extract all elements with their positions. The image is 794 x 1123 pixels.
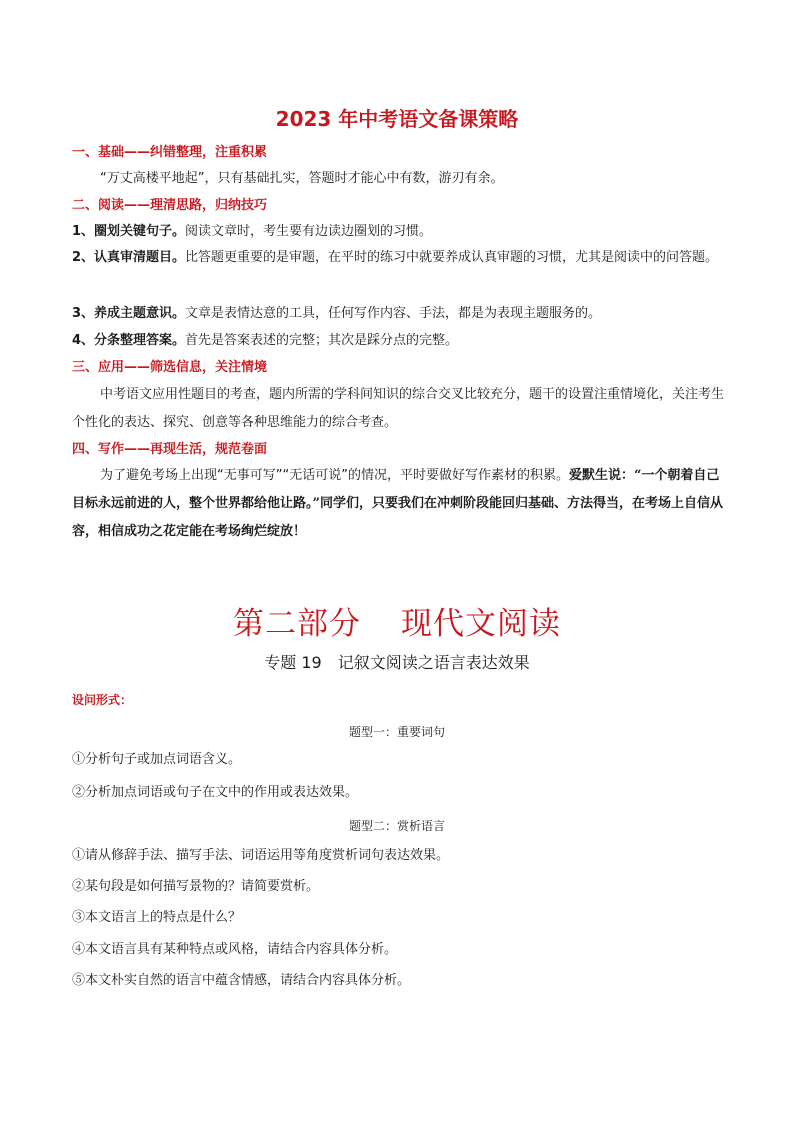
reading-item (72, 218, 724, 246)
topic-title: 专题 19 记叙文阅读之语言表达效果 (264, 653, 530, 672)
type1-item: ②分析加点词语或句子在文中的作用或表达效果。 (72, 785, 359, 800)
type2-heading: 题型二：赏析语言 (348, 819, 445, 833)
reading-item-lead: 2、认真审清题目。 (72, 250, 186, 265)
reading-item-lead: 4、分条整理答案。 (72, 333, 186, 348)
type2-item: ③本文语言上的特点是什么？ (72, 910, 242, 925)
writing-text: 为了避免考场上出现“无事可写”“无话可说”的情况，平时要做好写作素材的积累。 (100, 468, 569, 483)
reading-item (72, 300, 724, 328)
reading-item-lead: 1、圈划关键句子。 (72, 224, 186, 239)
reading-item-lead: 3、养成主题意识。 (72, 306, 186, 321)
section-heading-application: 三、应用——筛选信息，关注情境 (72, 360, 268, 375)
part-title (0, 604, 794, 644)
part-title-right: 现代文阅读 (401, 606, 561, 642)
writing-quote: 爱默生说：“一个朝着自己目标永远前进的人，整个世界都给他让路。”同学们，只要我们在冲刺阶段能回归基础、方法得当，在考场上自信从容，相信成功之花定能在考场绚烂绽放！ (72, 468, 723, 539)
section-paragraph-basics: “万丈高楼平地起”，只有基础扎实，答题时才能心中有数，游刃有余。 (100, 171, 504, 186)
page-title: 2023 年中考语文备课策略 (275, 107, 519, 131)
question-form-label: 设问形式： (72, 693, 133, 707)
section-heading-writing: 四、写作——再现生活，规范卷面 (72, 442, 268, 457)
part-title-left: 第二部分 (233, 606, 361, 642)
section-paragraph-writing (72, 462, 724, 546)
type1-heading: 题型一：重要词句 (348, 725, 445, 739)
reading-item-text: 比答题更重要的是审题，在平时的练习中就要养成认真审题的习惯，尤其是阅读中的问答题。 (185, 250, 719, 265)
section-paragraph-application: 中考语文应用性题目的考查，题内所需的学科间知识的综合交叉比较充分，题干的设置注重情境化，关注考生个性化的表达、探究、创意等各种思维能力的综合考查。 (72, 387, 725, 430)
reading-item (72, 327, 724, 355)
type2-item: ⑤本文朴实自然的语言中蕴含情感，请结合内容具体分析。 (72, 973, 411, 988)
type2-item: ②某句段是如何描写景物的？请简要赏析。 (72, 879, 320, 894)
reading-item-text: 文章是表情达意的工具，任何写作内容、手法，都是为表现主题服务的。 (185, 306, 602, 321)
type1-item: ①分析句子或加点词语含义。 (72, 752, 242, 767)
section-heading-basics: 一、基础——纠错整理，注重积累 (72, 145, 268, 160)
reading-item-text: 阅读文章时，考生要有边读边圈划的习惯。 (185, 224, 433, 239)
reading-item-text: 首先是答案表述的完整；其次是踩分点的完整。 (185, 333, 459, 348)
reading-item (72, 244, 724, 272)
section-heading-reading: 二、阅读——理清思路，归纳技巧 (72, 198, 268, 213)
type2-item: ①请从修辞手法、描写手法、词语运用等角度赏析词句表达效果。 (72, 848, 450, 863)
type2-item: ④本文语言具有某种特点或风格，请结合内容具体分析。 (72, 942, 398, 957)
